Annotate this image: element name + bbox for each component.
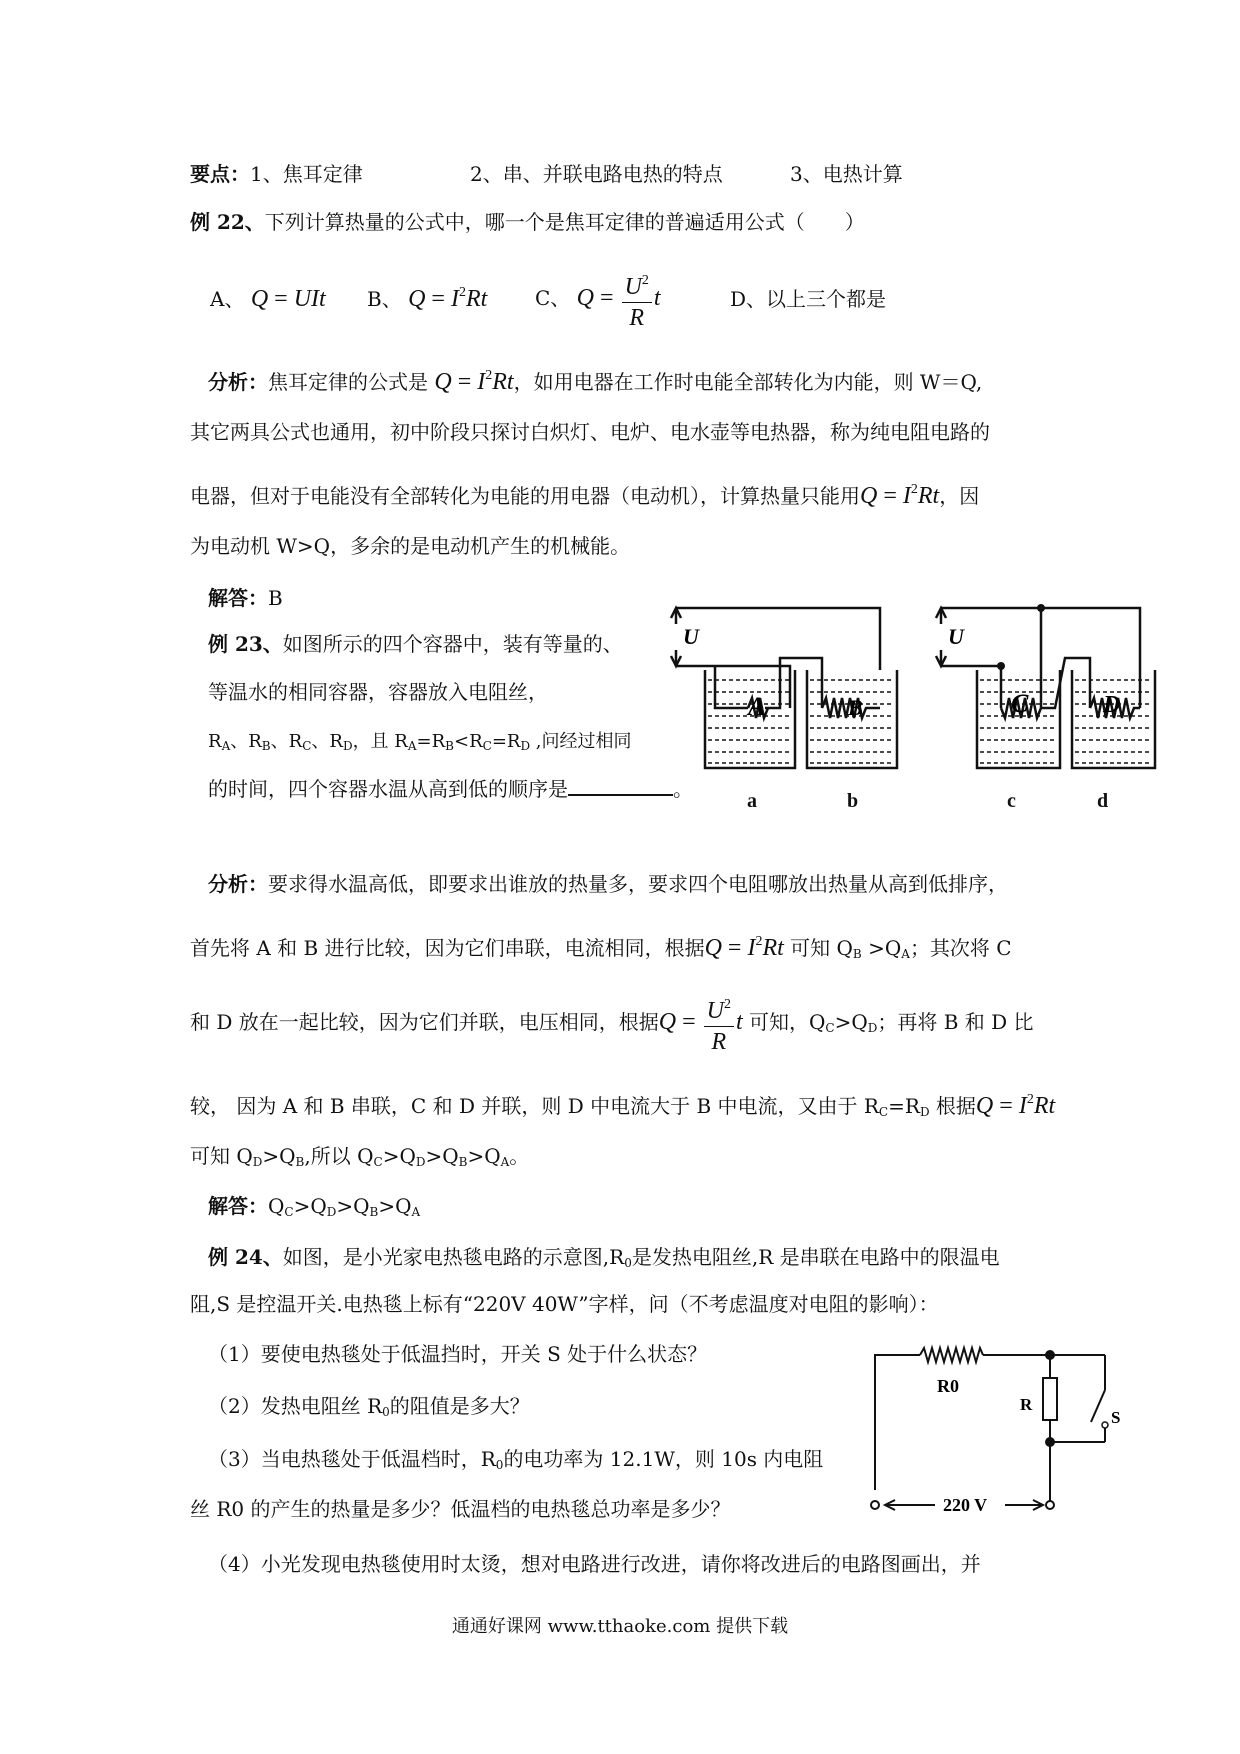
figure-series-containers: [670, 600, 910, 800]
r0-label: R0: [937, 1376, 959, 1396]
ex23-analysis-line-2: 首先将 A 和 B 进行比较，因为它们串联，电流相同，根据$Q = I^2Rt$ 可知 $Q_B >Q_A$；其次将 C: [190, 934, 1012, 961]
resistor-c-label: C: [1011, 689, 1029, 718]
ex23-answer-line: 解答：$Q_C>Q_D>Q_B>Q_A$: [208, 1194, 421, 1219]
ex22-option-a: A、 Q = UIt: [210, 286, 326, 312]
text-span: 焦耳定律的公式是: [268, 370, 428, 394]
ex24-line-2: 阻,S 是控温开关.电热毯上标有“220V 40W”字样，问（不考虑温度对电阻的影响）：: [190, 1292, 939, 1316]
ex24-label: 例 24、: [208, 1245, 283, 1269]
formula-q-uit: Q: [250, 286, 269, 312]
text-span: ；其次将 C: [909, 936, 1012, 960]
resistor-b-label: B: [848, 695, 863, 720]
ex24-question-1: （1）要使电热毯处于低温挡时，开关 S 处于什么状态？: [208, 1342, 708, 1366]
ex24-question-3a: （3）当电热毯处于低温档时，$R_0$的电功率为 12.1W，则 10s 内电阻: [208, 1447, 824, 1472]
page-footer: 通通好课网 www.tthaoke.com 提供下载: [451, 1616, 789, 1637]
ex22-question: 下列计算热量的公式中，哪一个是焦耳定律的普遍适用公式（ ）: [264, 210, 865, 234]
key-point-1: 1、焦耳定律: [250, 162, 363, 186]
formula-joule: Q: [434, 369, 452, 395]
analysis-label: 分析：: [208, 370, 268, 394]
ex24-circuit-diagram: [865, 1340, 1125, 1520]
fig-label-d: d: [1097, 790, 1109, 812]
ex22-analysis-line-4: 为电动机 W>Q，多余的是电动机产生的机械能。: [190, 534, 631, 558]
ex23-line-3: $R_A$、$R_B$、$R_C$、$R_D$，且 $R_A=R_B<R_C=R_D$ ,问经过相同: [208, 731, 632, 753]
formula-q-i2rt: Q: [408, 286, 426, 312]
switch-s-label: S: [1111, 1408, 1121, 1427]
text-span: ；再将 B 和 D 比: [877, 1010, 1034, 1034]
answer-value: B: [268, 586, 283, 610]
answer-label: 解答：: [208, 586, 268, 610]
figure-parallel-containers: [935, 600, 1175, 800]
fig-label-c: c: [1007, 790, 1016, 812]
fraction-u2-over-r: $\frac{U^2}{R}$: [704, 990, 734, 1057]
key-points-line: [190, 160, 363, 188]
ex23-line-2: 等温水的相同容器，容器放入电阻丝，: [208, 680, 548, 704]
option-c-label: C、: [535, 286, 571, 310]
answer-label: 解答：: [208, 1194, 268, 1218]
text-span: 根据: [929, 1094, 976, 1118]
fraction-u2-over-r: $\frac{U^2}{R}$: [622, 266, 652, 333]
ex22-label: 例 22、: [190, 210, 265, 234]
text-span: 较， 因为 A 和 B 串联，C 和 D 并联，则 D 中电流大于 B 中电流，又由于 R: [190, 1094, 879, 1118]
ex23-line-4: [208, 774, 693, 803]
ex24-question-2: （2）发热电阻丝 $R_0$的阻值是多大？: [208, 1394, 530, 1419]
ex22-question-line: [190, 208, 865, 236]
text-span: 电器，但对于电能没有全部转化为电能的用电器（电动机），计算热量只能用: [190, 484, 860, 508]
option-b-label: B、: [367, 287, 402, 311]
ex24-question-3b: 丝 R0 的产生的热量是多少？低温档的电热毯总功率是多少？: [190, 1497, 731, 1521]
ex23-analysis-line-1: [208, 870, 1008, 898]
text-span: 和 D 放在一起比较，因为它们并联，电压相同，根据: [190, 1010, 659, 1034]
ex22-option-d: D、以上三个都是: [730, 287, 887, 311]
text-span: 的时间，四个容器水温从高到低的顺序是: [208, 777, 568, 801]
voltage-label: 220 V: [943, 1495, 988, 1515]
option-a-label: A、: [210, 287, 245, 311]
ex23-line-1: [208, 630, 623, 658]
key-points-label: 要点：: [190, 162, 250, 186]
text-span: ，如用电器在工作时电能全部转化为内能，则 W＝Q,: [513, 370, 983, 394]
ex22-analysis-line-2: 其它两具公式也通用，初中阶段只探讨白炽灯、电炉、电水壶等电热器，称为纯电阻电路的: [190, 420, 990, 444]
fig-u-label: U: [683, 624, 699, 649]
text-span: >Q: [861, 936, 902, 960]
r-label: R: [1020, 1395, 1033, 1414]
key-point-2: 2、串、并联电路电热的特点: [470, 162, 723, 186]
ex22-analysis-line-1: 分析：焦耳定律的公式是 $Q = I^2Rt$，如用电器在工作时电能全部转化为内能，则 W＝Q,: [208, 368, 983, 395]
text-span: 如图所示的四个容器中，装有等量的、: [282, 632, 623, 656]
key-point-3: 3、电热计算: [790, 162, 903, 186]
ex23-label: 例 23、: [208, 632, 283, 656]
ex22-answer-line: [208, 584, 283, 612]
ex24-question-4: （4）小光发现电热毯使用时太烫，想对电路进行改进，请你将改进后的电路图画出，并: [208, 1552, 981, 1576]
ex23-analysis-line-5: 可知 $Q_D>Q_B$,所以 $Q_C>Q_D>Q_B>Q_A$。: [190, 1144, 530, 1169]
text-span: >Q: [834, 1010, 868, 1034]
text-span: 可知 Q: [790, 936, 853, 960]
text-span: 可知，Q: [749, 1010, 826, 1034]
ex24-line-1: 例 24、如图，是小光家电热毯电路的示意图$,R_0$是发热电阻丝,R 是串联在电路中的限温电: [208, 1245, 1000, 1270]
text-span: ，因: [939, 484, 980, 508]
ex22-analysis-line-3: 电器，但对于电能没有全部转化为电能的用电器（电动机），计算热量只能用$Q = I^2Rt$，因: [190, 482, 980, 509]
fig-label-b: b: [847, 790, 859, 812]
text-span: 首先将 A 和 B 进行比较，因为它们串联，电流相同，根据: [190, 936, 705, 960]
text-span: =R: [888, 1094, 920, 1118]
ex23-analysis-line-3: 和 D 放在一起比较，因为它们并联，电压相同，根据Q = $\frac{U^2}{R}$ t 可知，$Q_C>Q_D$；再将 B 和 D 比: [190, 990, 1034, 1060]
ex23-analysis-line-4: 较， 因为 A 和 B 串联，C 和 D 并联，则 D 中电流大于 B 中电流，又由于 $R_C=R_D$ 根据$Q = I^2Rt$: [190, 1092, 1056, 1119]
ex22-option-c: C、 Q = $\frac{U^2}{R}$ t: [535, 266, 661, 333]
resistor-d-label: D: [1103, 692, 1121, 718]
ex22-option-b: B、 $Q = I^2Rt$: [367, 285, 488, 312]
text-span: 要求得水温高低，即要求出谁放的热量多，要求四个电阻哪放出热量从高到低排序，: [268, 872, 1008, 896]
analysis-label: 分析：: [208, 872, 268, 896]
fig-u-label: U: [948, 624, 964, 649]
formula-joule: Q: [860, 483, 878, 509]
text-span: 。: [673, 777, 693, 801]
answer-blank[interactable]: [568, 774, 673, 796]
resistor-a-label: A: [748, 692, 766, 721]
fig-label-a: a: [747, 790, 757, 812]
